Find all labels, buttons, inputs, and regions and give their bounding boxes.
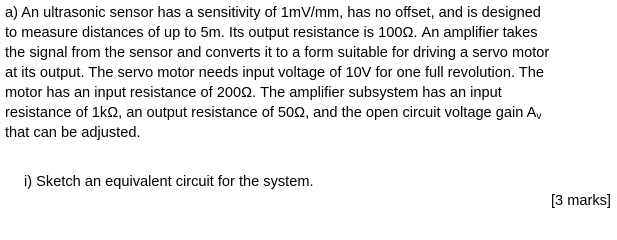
question-line-7: that can be adjusted. — [5, 125, 141, 141]
question-line-3: the signal from the sensor and converts it to a form suitable for driving a servo motor — [5, 45, 550, 61]
part-i-text: i) Sketch an equivalent circuit for the system. — [24, 174, 314, 190]
question-text — [5, 3, 613, 143]
question-line-4: at its output. The servo motor needs input voltage of 10V for one full revolution. The — [5, 65, 544, 81]
question-line-6 — [5, 103, 613, 123]
question-line-1: a) An ultrasonic sensor has a sensitivity of 1mV/mm, has no offset, and is designed — [5, 5, 541, 21]
gain-subscript: v — [536, 111, 542, 122]
question-line-2: to measure distances of up to 5m. Its output resistance is 100Ω. An amplifier takes — [5, 25, 538, 41]
marks-label: [3 marks] — [550, 193, 611, 209]
question-line-5: motor has an input resistance of 200Ω. The amplifier subsystem has an input — [5, 85, 502, 101]
question-line-6-text: resistance of 1kΩ, an output resistance of 50Ω, and the open circuit voltage gain A — [5, 105, 537, 121]
